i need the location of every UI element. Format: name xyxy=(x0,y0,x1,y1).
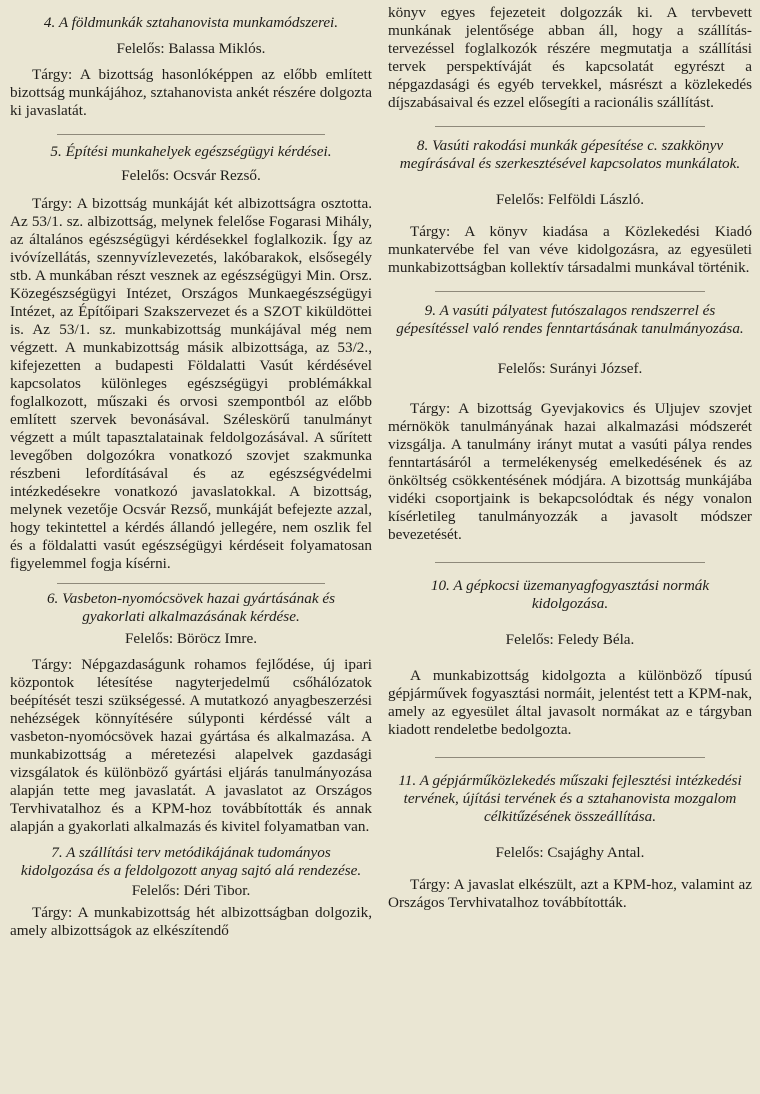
section-10-body: A munkabizottság kidolgozta a különböző típusú gépjárművek fogyasztási normáit, jelentést tett a KPM-nak, amely az egyesület által javasolt normákat az e tárgyban kiadott rendeletbe bedolgozta. xyxy=(388,667,752,738)
section-9-responsible: Felelős: Surányi József. xyxy=(497,360,643,377)
section-divider xyxy=(57,583,325,584)
section-5-responsible: Felelős: Ocsvár Rezső. xyxy=(121,167,261,184)
section-divider xyxy=(435,562,704,563)
section-4-body: Tárgy: A bizottság hasonlóképpen az előbb említett bizottság munkájához, sztahanovista ankét részére dolgozta ki javaslatát. xyxy=(10,66,372,119)
section-7-continuation: könyv egyes fejezeteit dolgozzák ki. A tervbevett munkának jelentősége abban áll, hogy a szállítás-tervezéssel foglalkozók részére megmutatja a szállítási tervek perspektíváját és kapcsolatát egyrészt a népgazdasági és egyéb tervekkel, másrészt a közlekedés díjszabásaival és ezzel elősegíti a racionális szállítást. xyxy=(388,4,752,111)
section-7-responsible: Felelős: Déri Tibor. xyxy=(131,882,251,899)
section-6-body: Tárgy: Népgazdaságunk rohamos fejlődése, új ipari központok létesítése nagyterjedelmű csőhálózatok beépítését teszi szükségessé. A mutatkozó anyagbeszerzési nehézségek könnyítésére súlyponti kérdéssé vált a vasbeton-nyomócsövek hazai gyártása és alkalmazása. A munkabizottság a méretezési alapelvek gazdasági vizsgálatok és különböző gyártási eljárás tanulmányozása alapján tette meg javaslatát. A javaslatot az Országos Tervhivatalhoz és a KPM-hoz továbbították és annak alapján a gyakorlati alkalmazás és kivitel folyamatban van. xyxy=(10,656,372,835)
section-4-responsible: Felelős: Balassa Miklós. xyxy=(116,40,266,57)
section-4-title: 4. A földmunkák sztahanovista munkamódszerei. xyxy=(43,14,339,31)
left-column xyxy=(10,0,372,940)
section-divider xyxy=(435,291,704,292)
section-10-responsible: Felelős: Feledy Béla. xyxy=(505,631,635,648)
section-11-body: Tárgy: A javaslat elkészült, azt a KPM-hoz, valamint az Országos Tervhivatalhoz továbbították. xyxy=(388,876,752,911)
section-8-title: 8. Vasúti rakodási munkák gépesítése c. szakkönyv megírásával és szerkesztésével kapcsolatos munkálatok. xyxy=(399,137,741,172)
section-6-title: 6. Vasbeton-nyomócsövek hazai gyártásának és gyakorlati alkalmazásának kérdése. xyxy=(46,590,336,625)
section-8-responsible: Felelős: Felföldi László. xyxy=(495,191,645,208)
section-5-title: 5. Építési munkahelyek egészségügyi kérdései. xyxy=(50,143,332,160)
section-8-body: Tárgy: A könyv kiadása a Közlekedési Kiadó munkatervébe fel van véve kidolgozásra, az egyesületi munkabizottságban kollektív társadalmi munkával történik. xyxy=(388,223,752,276)
section-11-title: 11. A gépjárműközlekedés műszaki fejlesztési intézkedési tervének, újítási tervének és a sztahanovista mozgalom célkitűzésének összeállítása. xyxy=(398,772,742,825)
section-7-body: Tárgy: A munkabizottság hét albizottságban dolgozik, amely albizottságok az elkészítendő xyxy=(10,904,372,939)
section-9-title: 9. A vasúti pályatest futószalagos rendszerrel és gépesítéssel való rendes fenntartásának tanulmányozása. xyxy=(396,302,744,337)
section-divider xyxy=(57,134,325,135)
section-10-title: 10. A gépkocsi üzemanyagfogyasztási normák kidolgozása. xyxy=(430,577,710,612)
section-9-body: Tárgy: A bizottság Gyevjakovics és Uljujev szovjet mérnökök tanulmányának hazai alkalmazási módszerét vizsgálja. A tanulmány irányt mutat a vasúti pálya rendes fenntartásáról a termelékenység emelkedésének és az önköltség csökkentésének módjára. A bizottság munkájába vidéki csoportjaink is bekapcsolódtak és négy vonalon kísérletileg tanulmányozzák a javasolt módszer bevezetését. xyxy=(388,400,752,543)
section-6-responsible: Felelős: Böröcz Imre. xyxy=(124,630,257,647)
right-column xyxy=(388,0,752,912)
section-5-body: Tárgy: A bizottság munkáját két albizottságra osztotta. Az 53/1. sz. albizottság, melynek felelőse Fogarasi Mihály, az általános egészségügyi kérdésekkel foglalkozik. Így az ivóvízellátás, szennyvízlevezetés, lakóbarakok, elsősegély stb. A munkában részt vesznek az egészségügyi Min. Orsz. Közegészségügyi Intézet, Országos Munkaegészségügyi Intézet, az Építőipari Szakszervezet és a SZOT kiküldöttei is. Az 53/1. sz. munkabizottság munkájával még nem végzett. A munkabizottság másik albizottsága, az 53/2., kifejezetten a budapesti Földalatti Vasút kérdésével kapcsolatos különleges egészségügyi problémákkal foglalkozott, műszaki és orvosi szempontból az előbb említett szervek bevonásával. Széleskörű tanulmányt végzett a múlt tapasztalatainak feldolgozásával. A sűrített levegőben dolgozókra vonatkozó szovjet szakmunka részbeni lefordításával és az egészségvédelmi intézkedésekre vonatkozó javaslatokkal. A bizottság, melynek vezetője Ocsvár Rezső, munkáját befejezte azzal, hogy tekintettel a kérdés állandó jellegére, nem oszlik fel és a földalatti vasút egészségügyi kérdéseit folyamatosan figyelemmel fogja kísérni. xyxy=(10,195,372,572)
section-divider xyxy=(435,126,704,127)
section-11-responsible: Felelős: Csajághy Antal. xyxy=(495,844,645,861)
section-divider xyxy=(435,757,704,758)
section-7-title: 7. A szállítási terv metódikájának tudományos kidolgozása és a feldolgozott anyag sajtó alá rendezése. xyxy=(20,844,362,879)
